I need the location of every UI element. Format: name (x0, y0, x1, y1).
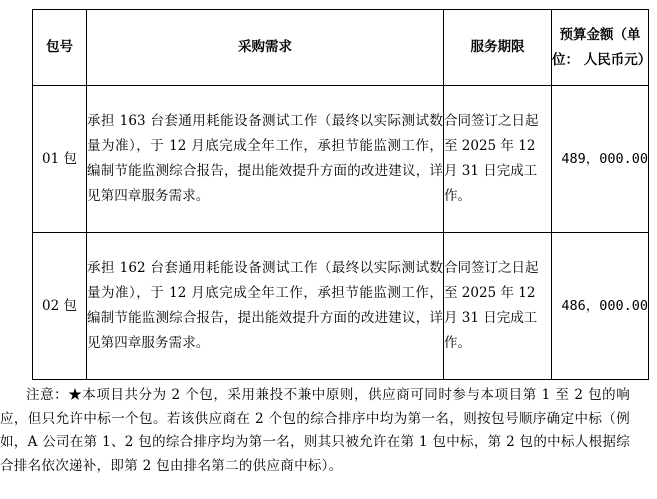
package-cell: 01 包 (33, 86, 87, 233)
package-cell: 02 包 (33, 233, 87, 380)
term-cell: 合同签订之日起至 2025 年 12 月 31 日完成工作。 (444, 86, 552, 233)
requirement-cell: 承担 163 台套通用耗能设备测试工作（最终以实际测试数量为准），于 12 月底完成全年工作，承担节能监测工作，编制节能监测综合报告，提出能效提升方面的改进建议，详见第四章服务需求。 (87, 86, 444, 233)
requirement-cell: 承担 162 台套通用耗能设备测试工作（最终以实际测试数量为准），于 12 月底完成全年工作，承担节能监测工作，编制节能监测综合报告，提出能效提升方面的改进建议，详见第四章服务需求。 (87, 233, 444, 380)
header-term: 服务期限 (444, 10, 552, 86)
amount-cell: 489，000.00 (552, 86, 649, 233)
table-row (33, 86, 649, 233)
header-package: 包号 (33, 10, 87, 86)
amount-cell: 486，000.00 (552, 233, 649, 380)
header-requirement: 采购需求 (87, 10, 444, 86)
header-amount: 预算金额（单位： 人民币元） (552, 10, 649, 86)
procurement-table (32, 9, 652, 380)
term-cell: 合同签订之日起至 2025 年 12 月 31 日完成工作。 (444, 233, 552, 380)
table-row (33, 233, 649, 380)
table-header-row (33, 10, 649, 86)
note-block (0, 384, 630, 478)
note-text: 注意：★本项目共分为 2 个包，采用兼投不兼中原则，供应商可同时参与本项目第 1 至 2 包的响应，但只允许中标一个包。若该供应商在 2 个包的综合排序中均为第一名，则按包号顺序确定中标（例如，A 公司在第 1、2 包的综合排序均为第一名，则其只被允许在第 1 包中标，第 2 包的中标人根据综合排名依次递补，即第 2 包由排名第二的供应商中标）。 (0, 387, 630, 474)
